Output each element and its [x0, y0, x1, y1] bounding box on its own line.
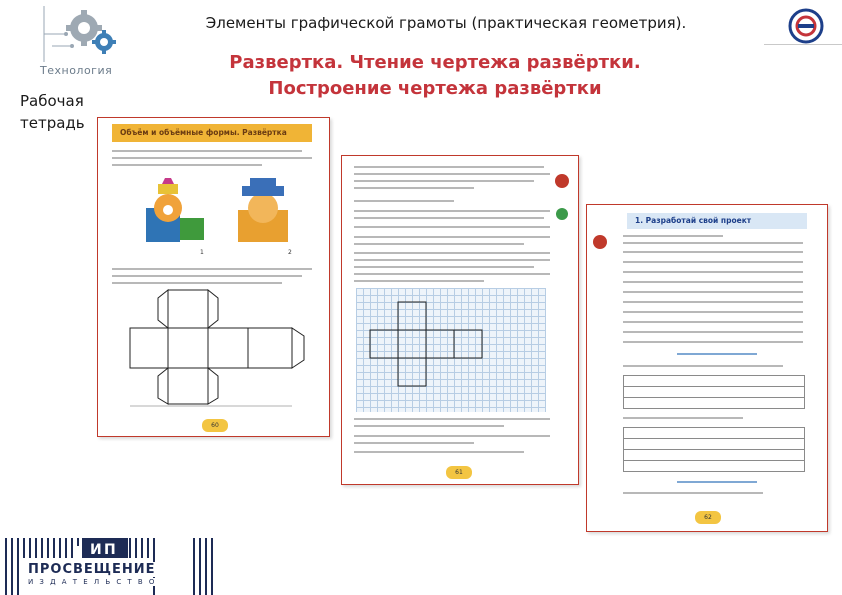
- section-heading: Объём и объёмные формы. Развёртка: [112, 124, 312, 142]
- publisher-subtitle: ИЗДАТЕЛЬСТВО: [24, 578, 165, 586]
- text-line: [112, 157, 312, 159]
- svg-text:И: И: [90, 542, 102, 558]
- text-line: [354, 166, 544, 168]
- text-line: [623, 341, 803, 343]
- text-line: [354, 259, 550, 261]
- text-line: [623, 251, 803, 253]
- project-icon: [593, 235, 607, 249]
- page-title-line2: Построение чертежа развёртки: [268, 78, 602, 99]
- text-line: [623, 321, 803, 323]
- page-title: [200, 50, 670, 102]
- gears-icon: [42, 6, 122, 62]
- svg-text:П: П: [104, 542, 116, 558]
- text-line: [354, 273, 550, 275]
- toy-cubes-image: [138, 178, 298, 258]
- text-line: [354, 266, 534, 268]
- text-line: [354, 217, 544, 219]
- text-line: [112, 164, 262, 166]
- page-number-badge: 61: [446, 466, 472, 479]
- workbook-label-line2: тетрадь: [20, 114, 85, 132]
- publisher-corner-logo: [784, 6, 828, 46]
- text-line: [112, 150, 302, 152]
- text-line: [354, 210, 550, 212]
- publisher-stripes-right: [190, 538, 220, 595]
- text-line: [677, 481, 757, 483]
- text-line: [623, 492, 763, 494]
- text-line: [354, 187, 474, 189]
- text-line: [623, 331, 803, 333]
- text-line: [354, 236, 550, 238]
- text-line: [623, 365, 783, 367]
- text-line: [623, 281, 803, 283]
- discussion-icon: [556, 208, 568, 220]
- text-line: [623, 271, 803, 273]
- text-line: [623, 301, 803, 303]
- section-heading: 1. Разработай свой проект: [627, 213, 807, 229]
- page-number-badge: 62: [695, 511, 721, 524]
- header-title: Элементы графической грамоты (практическая геометрия).: [205, 14, 687, 32]
- text-line: [354, 180, 534, 182]
- workbook-label: [20, 90, 85, 134]
- text-line: [623, 311, 803, 313]
- drawing-grid: [356, 288, 546, 412]
- publisher-name: ПРОСВЕЩЕНИЕ: [24, 562, 160, 577]
- workbook-label-line1: Рабочая: [20, 92, 84, 110]
- text-line: [623, 417, 743, 419]
- task-icon: [555, 174, 569, 188]
- page-title-line1: Развертка. Чтение чертежа развёртки.: [229, 52, 641, 73]
- text-line: [623, 291, 803, 293]
- svg-text:2: 2: [288, 249, 292, 256]
- text-line: [354, 243, 524, 245]
- text-line: [354, 280, 484, 282]
- text-line: [623, 235, 723, 237]
- text-line: [623, 242, 803, 244]
- page-number-badge: 60: [202, 419, 228, 432]
- text-line: [354, 200, 454, 202]
- text-line: [112, 268, 312, 270]
- svg-text:1: 1: [200, 249, 204, 256]
- text-line: [354, 173, 550, 175]
- subject-label: Технология: [40, 64, 113, 77]
- text-line: [354, 418, 550, 420]
- table-row: [623, 397, 805, 409]
- text-line: [677, 353, 757, 355]
- text-line: [112, 275, 302, 277]
- workbook-page-61: [341, 155, 579, 485]
- text-line: [354, 425, 504, 427]
- text-line: [112, 282, 282, 284]
- workbook-page-60: [97, 117, 330, 437]
- text-line: [354, 442, 474, 444]
- text-line: [354, 226, 550, 228]
- cube-net-drawing: [128, 288, 318, 408]
- text-line: [354, 252, 550, 254]
- workbook-page-62: [586, 204, 828, 532]
- text-line: [623, 261, 803, 263]
- text-line: [354, 451, 524, 453]
- text-line: [354, 435, 550, 437]
- table-row: [623, 460, 805, 472]
